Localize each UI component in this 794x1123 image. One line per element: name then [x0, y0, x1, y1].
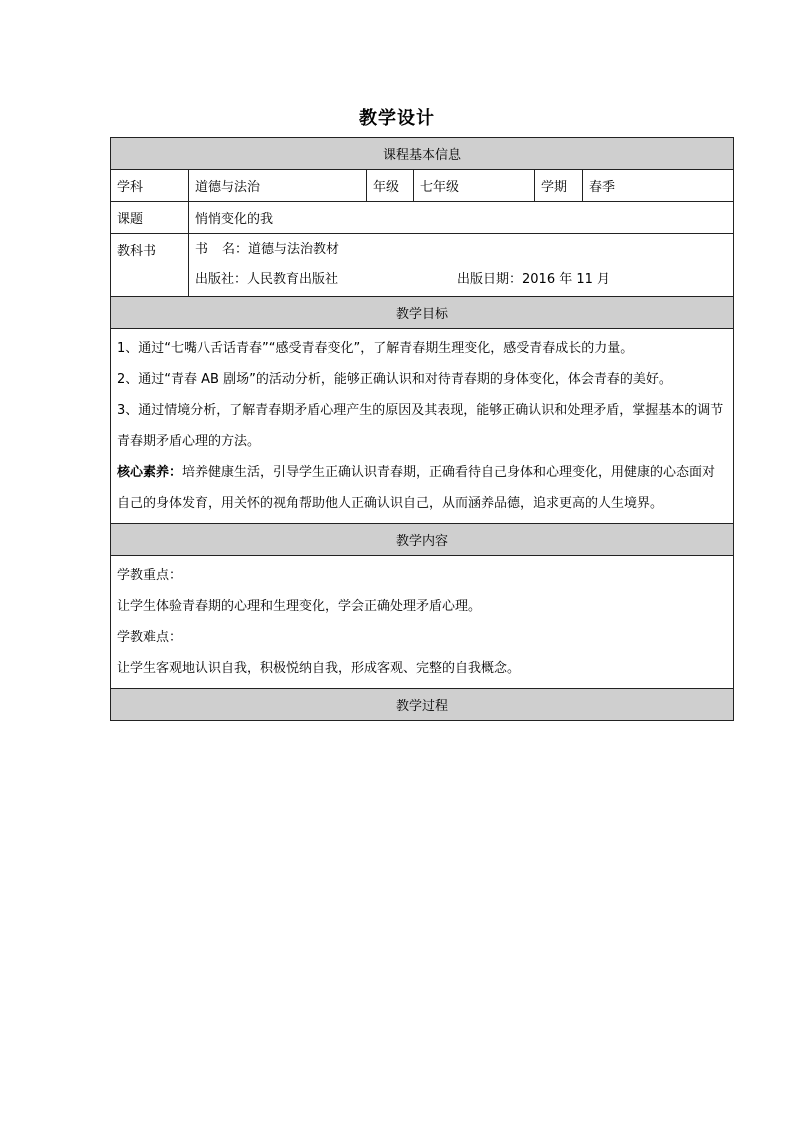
book-name-line: [195, 235, 727, 265]
section-header-content: [111, 524, 734, 556]
publisher-line: [195, 265, 727, 295]
grade-value: 七年级: [414, 170, 535, 202]
document-title: 教学设计: [359, 108, 435, 129]
book-name-value: 道德与法治教材: [248, 242, 340, 257]
section-title: 教学内容: [111, 524, 734, 556]
topic-label: 课题: [111, 202, 189, 234]
lesson-plan-table: [110, 137, 734, 721]
difficulty-label: 学教难点：: [117, 630, 183, 645]
content-block: [111, 556, 734, 689]
subject-value: 道德与法治: [189, 170, 367, 202]
publish-date: 出版日期：2016 年 11 月: [457, 272, 611, 287]
book-name-label-suffix: 名：: [222, 242, 249, 257]
objective-item: 3、通过情境分析，了解青春期矛盾心理产生的原因及其表现，能够正确认识和处理矛盾，掌握基本的调节青春期矛盾心理的方法。: [117, 403, 724, 449]
topic-value: 悄悄变化的我: [189, 202, 734, 234]
section-header-process: [111, 689, 734, 721]
section-header-basic-info: [111, 138, 734, 170]
section-title: 教学目标: [111, 297, 734, 329]
book-name-label: 书: [195, 242, 209, 257]
content-row: [111, 556, 734, 689]
textbook-info: [189, 234, 734, 297]
section-title: 教学过程: [111, 689, 734, 721]
core-literacy-text: 培养健康生活，引导学生正确认识青春期，正确看待自己身体和心理变化，用健康的心态面对自己的身体发育，用关怀的视角帮助他人正确认识自己，从而涵养品德，追求更高的人生境界。: [117, 465, 716, 511]
subject-row: [111, 170, 734, 202]
publisher: 出版社：人民教育出版社: [195, 272, 339, 287]
objectives-row: [111, 329, 734, 524]
objective-item: 2、通过“青春 AB 剧场”的活动分析，能够正确认识和对待青春期的身体变化，体会青春的美好。: [117, 372, 672, 387]
core-literacy: [117, 457, 727, 519]
section-title: 课程基本信息: [111, 138, 734, 170]
textbook-label: 教科书: [111, 234, 189, 297]
difficulty-text: 让学生客观地认识自我，积极悦纳自我，形成客观、完整的自我概念。: [117, 661, 521, 676]
grade-label: 年级: [367, 170, 414, 202]
subject-label: 学科: [111, 170, 189, 202]
key-point-label: 学教重点：: [117, 568, 183, 583]
key-point-text: 让学生体验青春期的心理和生理变化，学会正确处理矛盾心理。: [117, 599, 482, 614]
core-literacy-label: 核心素养：: [117, 465, 183, 480]
term-value: 春季: [583, 170, 734, 202]
objectives-block: [111, 329, 734, 524]
section-header-objectives: [111, 297, 734, 329]
textbook-row: [111, 234, 734, 297]
topic-row: [111, 202, 734, 234]
objective-item: 1、通过“七嘴八舌话青春”“感受青春变化”，了解青春期生理变化，感受青春成长的力量。: [117, 341, 634, 356]
term-label: 学期: [535, 170, 583, 202]
